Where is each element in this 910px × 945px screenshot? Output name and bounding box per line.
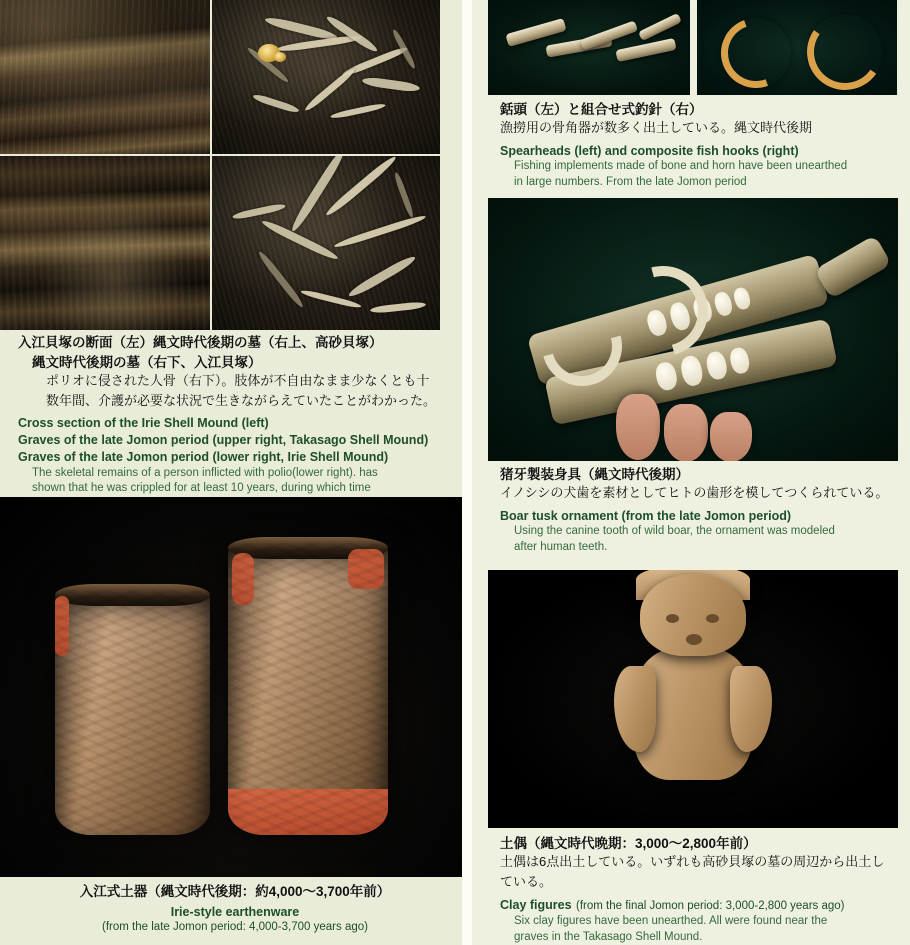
caption-graves-en-title-2: Graves of the late Jomon period (upper right, Takasago Shell Mound) [18,432,429,447]
caption-spearheads-en-body-1: Fishing implements made of bone and horn have been unearthed [514,160,848,173]
column-divider [462,0,472,945]
caption-graves-jp-body-2: 数年間、介護が必要な状況で生きながらえていたことがわかった。 [46,392,437,408]
caption-graves-en-title-3: Graves of the late Jomon period (lower right, Irie Shell Mound) [18,449,389,464]
caption-graves-jp-body-1: ポリオに侵された人骨（右下）。肢体が不自由なまま少なくとも十 [46,373,430,388]
caption-clay-figure [500,832,900,945]
caption-clayfigure-jp-body-1: 土偶は6点出土している。いずれも高砂貝塚の墓の周辺から出土し [500,854,885,869]
caption-boartusk-en-body-1: Using the canine tooth of wild boar, the ornament was modeled [514,525,835,538]
caption-boartusk-en-title: Boar tusk ornament (from the late Jomon period) [500,508,792,523]
caption-boar-tusk [500,463,900,555]
caption-spearheads-jp-title: 銛頭（左）と組合せ式釣針（右） [500,102,703,117]
caption-clayfigure-en-body-2: graves in the Takasago Shell Mound. [514,930,703,943]
caption-graves-en-title-1: Cross section of the Irie Shell Mound (left) [18,416,269,430]
caption-graves-jp-title-1: 入江貝塚の断面（左）縄文時代後期の墓（右上、高砂貝塚） [18,335,383,350]
caption-clayfigure-en-sub: (from the final Jomon period: 3,000-2,800 years ago) [576,900,845,912]
photo-irie-shell-mound-cross-section-lower [0,156,210,330]
caption-clayfigure-en-title: Clay figures [500,898,572,912]
caption-earthenware-jp-title: 入江式土器（縄文時代後期：約4,000〜3,700年前） [79,884,391,899]
caption-spearheads-en-title: Spearheads (left) and composite fish hooks (right) [500,143,799,158]
caption-boartusk-jp-title: 猪牙製装身具（縄文時代後期） [500,467,689,482]
caption-spearheads-en-body-2: in large numbers. From the late Jomon period [514,175,747,188]
caption-graves [18,331,470,512]
pot-left [55,590,210,835]
caption-boartusk-en-body-2: after human teeth. [514,540,608,553]
pot-right [228,543,388,835]
photo-irie-style-earthenware [0,497,470,877]
caption-spearheads [500,98,900,190]
photo-grave-irie-shell-mound [212,156,440,330]
photo-grave-takasago-shell-mound [212,0,440,154]
photo-spearheads [488,0,690,95]
caption-clayfigure-jp-body-2: ている。 [500,873,553,889]
caption-graves-jp-title-2: 縄文時代後期の墓（右下、入江貝塚） [32,355,262,370]
caption-boartusk-jp-body: イノシシの犬歯を素材としてヒトの歯形を模してつくられている。 [500,485,889,500]
caption-spearheads-jp-body: 漁撈用の骨角器が数多く出土している。縄文時代後期 [500,120,813,135]
photo-composite-fish-hooks [697,0,897,95]
photo-irie-shell-mound-cross-section [0,0,210,154]
caption-earthenware-en-title: Irie-style earthenware [170,905,300,919]
caption-graves-en-body-2: shown that he was crippled for at least 10 years, during which time [32,482,371,495]
caption-clayfigure-en-body-1: Six clay figures have been unearthed. All were found near the [514,915,828,927]
photo-boar-tusk-ornament [488,198,898,461]
photo-clay-figure [488,570,898,828]
caption-earthenware-en-sub: (from the late Jomon period: 4,000-3,700 years ago) [102,920,368,933]
caption-graves-en-body-1: The skeletal remains of a person inflicted with polio(lower right). has [32,466,378,479]
caption-clayfigure-jp-title: 土偶（縄文時代晩期：3,000〜2,800年前） [500,836,757,851]
caption-earthenware [0,880,470,933]
